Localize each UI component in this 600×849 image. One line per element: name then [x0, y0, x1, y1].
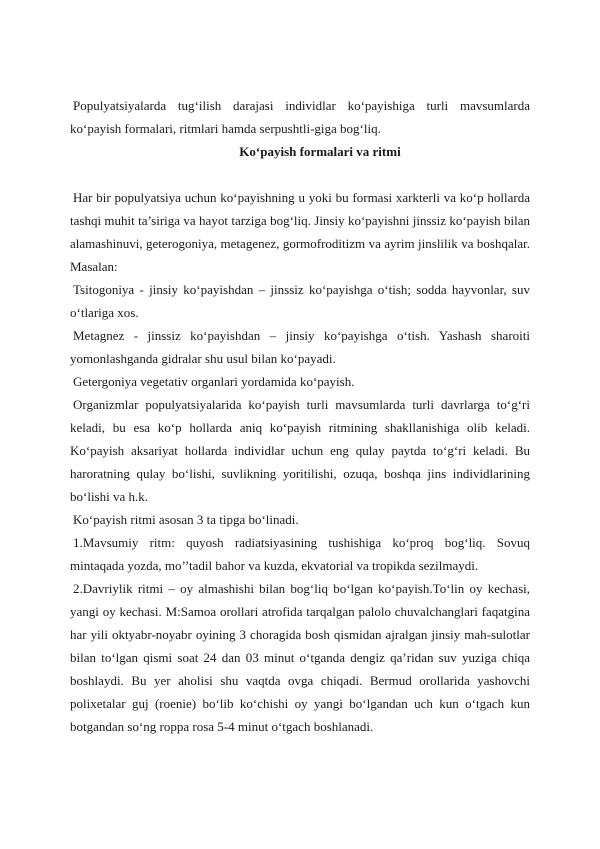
body-paragraph: Getergoniya vegetativ organlari yordamida ko‘payish. — [73, 374, 355, 389]
body-paragraph: 2.Davriylik ritmi – oy almashishi bilan bog‘liq bo‘lgan ko‘payish.To‘lin oy kechasi, yangi oy kechasi. M:Samoa orollari atrofida tarqalgan palolo chuvalchanglari faqatgina har yili oktyabr-noyabr oyining 3 choragida bosh qismidan ajralgan jinsiy mah-sulotlar bilan to‘lgan qismi soat 24 dan 03 minut o‘tganda dengiz qa’ridan suv yuziga chiqa boshlaydi. Bu yer aholisi shu vaqtda ovga chiqadi. Bermud orollarida yashovchi polixetalar guj (roenie) bo‘lib ko‘chishi oy yangi bo‘lgandan uch kun o‘tgach kun botgandan so‘ng roppa rosa 5-4 minut o‘tgach boshlanadi. — [70, 581, 530, 734]
body-paragraph: Organizmlar populyatsiyalarida ko‘payish turli mavsumlarda turli davrlarga to‘g‘ri keladi, bu esa ko‘p hollarda aniq ko‘payish ritmining shakllanishiga olib keladi. Ko‘payish aksariyat hollarda individlar uchun eng qulay paytda to‘g‘ri keladi. Bu haroratning qulay bo‘lishi, suvlikning yoritilishi, ozuqa, boshqa jins individlarining bo‘lishi va h.k. — [70, 397, 530, 504]
body-paragraph: Tsitogoniya - jinsiy ko‘payishdan – jinssiz ko‘payishga o‘tish; sodda hayvonlar, suv o‘tlariga xos. — [70, 282, 530, 320]
section-heading: Ko‘payish formalari va ritmi — [239, 144, 401, 159]
body-paragraph: Ko‘payish ritmi asosan 3 ta tipga bo‘linadi. — [73, 512, 299, 527]
body-paragraph: Metagnez - jinssiz ko‘payishdan – jinsiy ko‘payishga o‘tish. Yashash sharoiti yomonlashganda gidralar shu usul bilan ko‘payadi. — [70, 328, 530, 366]
intro-paragraph: Populyatsiyalarda tug‘ilish darajasi individlar ko‘payishiga turli mavsumlarda ko‘payish formalari, ritmlari hamda serpushtli-giga bog‘liq. — [70, 98, 530, 136]
body-paragraph: 1.Mavsumiy ritm: quyosh radiatsiyasining tushishiga ko‘proq bog‘liq. Sovuq mintaqada yozda, mo’’tadil bahor va kuzda, ekvatorial va tropikda sezilmaydi. — [70, 535, 530, 573]
body-paragraph: Har bir populyatsiya uchun ko‘payishning u yoki bu formasi xarkterli va ko‘p hollarda tashqi muhit ta’siriga va hayot tarziga bog‘liq. Jinsiy ko‘payishni jinssiz ko‘payish bilan alamashinuvi, geterogoniya, metagenez, gormofroditizm va ayrim jinslilik va boshqalar. Masalan: — [70, 190, 530, 274]
document-body — [70, 94, 530, 738]
